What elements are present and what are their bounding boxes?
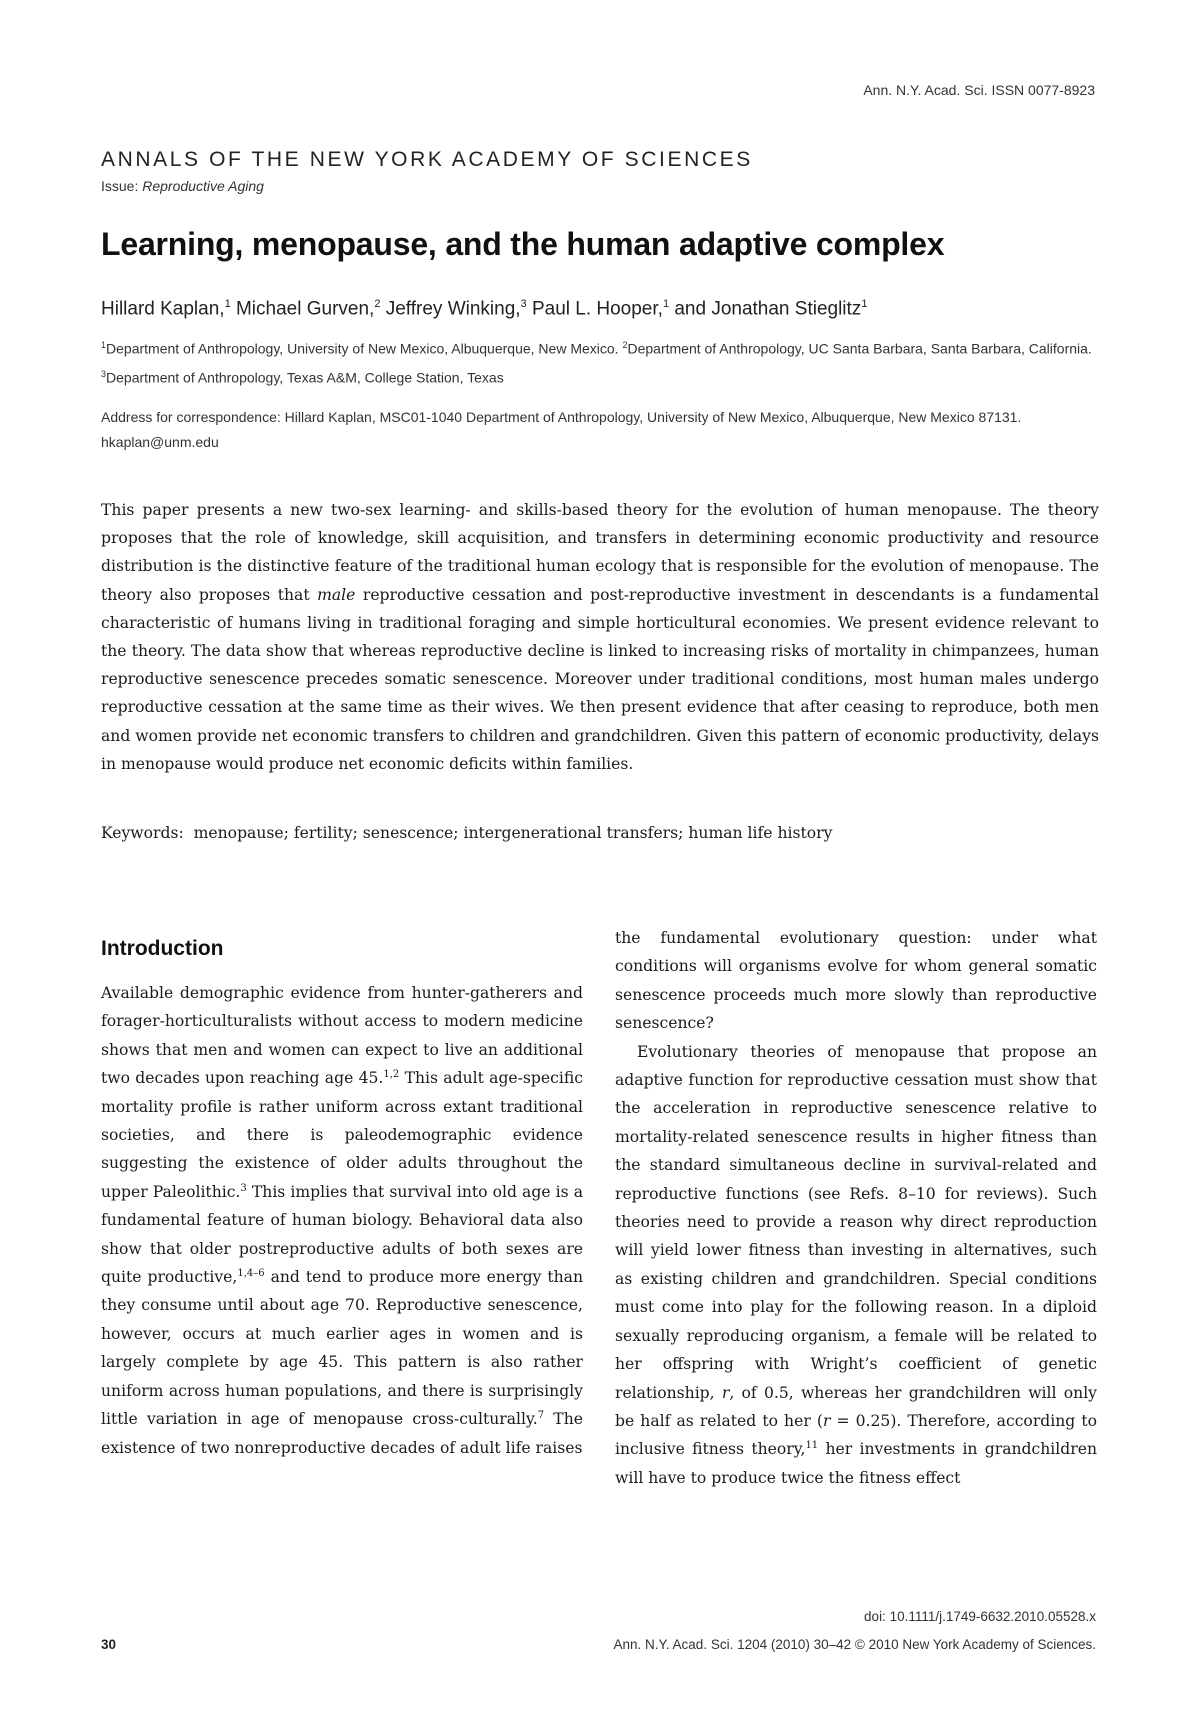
article-title: Learning, menopause, and the human adaptive complex	[101, 226, 945, 262]
abstract	[101, 496, 1099, 778]
author: Jeffrey Winking,	[385, 298, 521, 320]
issue-line	[101, 178, 264, 194]
text-run: her investments in grandchildren will have to produce twice the fitness effect	[615, 1440, 1097, 1487]
affiliation: Department of Anthropology, Texas A&M, College Station, Texas	[106, 369, 504, 386]
author-sup: 3	[520, 298, 527, 310]
keywords-text: menopause; fertility; senescence; intergenerational transfers; human life history	[193, 824, 833, 842]
author-sup: 1	[224, 298, 231, 310]
citation-sup: 3	[240, 1182, 247, 1194]
keywords	[101, 824, 1099, 842]
affil-sup: 1	[101, 340, 107, 350]
doi: doi: 10.1111/j.1749-6632.2010.05528.x	[864, 1609, 1096, 1624]
author-list	[101, 298, 867, 320]
abstract-text: reproductive cessation and post-reproductive investment in descendants is a fundamental characteristic of humans living in traditional foraging and simple horticultural economies. We present evidence relevant to the theory. The data show that whereas reproductive decline is linked to increasing risks of mortality in chimpanzees, human reproductive senescence precedes somatic senescence. Moreover under traditional conditions, most human males undergo reproductive cessation at the same time as their wives. We then present evidence that after ceasing to reproduce, both men and women provide net economic transfers to children and grandchildren. Given this pattern of economic productivity, delays in menopause would produce net economic deficits within families.	[101, 585, 1099, 773]
affiliations	[101, 333, 1101, 390]
affil-sup: 3	[101, 368, 107, 379]
paragraph	[615, 1038, 1097, 1493]
text-run: , of 0.5, whereas her grandchildren will only be half as related to her (	[615, 1383, 1097, 1430]
affiliation: Department of Anthropology, UC Santa Barbara, Santa Barbara, California.	[627, 340, 1092, 357]
body-column-right	[615, 924, 1097, 1492]
citation-sup: 11	[805, 1440, 819, 1452]
issn-line: Ann. N.Y. Acad. Sci. ISSN 0077-8923	[863, 82, 1095, 98]
text-run: and tend to produce more energy than they consume until about age 70. Reproductive senescence, however, occurs at much earlier ages in women and is largely complete by age 45. This pattern is also rather uniform across human populations, and there is surprisingly little variation in age of menopause cross-culturally.	[101, 1268, 584, 1429]
author-sup: 2	[374, 298, 381, 310]
issue-name: Reproductive Aging	[142, 178, 264, 194]
correspondence-address: Address for correspondence: Hillard Kaplan, MSC01-1040 Department of Anthropology, University of New Mexico, Albuquerque, New Mexico 87131. hkaplan@unm.edu	[101, 409, 1022, 450]
text-run: = 0.25). Therefore, according to inclusive fitness theory,	[615, 1411, 1097, 1459]
issue-label: Issue:	[101, 178, 139, 194]
citation-sup: 7	[537, 1409, 545, 1421]
text-run: This implies that survival into old age is a fundamental feature of human biology. Behavioral data also show that older postreproductive adults of both sexes are quite productive,	[101, 1182, 583, 1287]
text-run: Available demographic evidence from hunter-gatherers and forager-horticulturalists without access to modern medicine shows that men and women can expect to live an additional two decades upon reaching age 45.	[101, 984, 583, 1088]
text-run: The existence of two nonreproductive decades of adult life raises	[101, 1410, 583, 1457]
italic-symbol: r	[822, 1411, 831, 1430]
citation-sup: 1,4–6	[237, 1267, 265, 1279]
text-run: Evolutionary theories of menopause that propose an adaptive function for reproductive cessation must show that the acceleration in reproductive senescence relative to mortality-related senescence results in higher fitness than the standard simultaneous decline in survival-related and reproductive functions (see Refs. 8–10 for reviews). Such theories need to provide a reason why direct reproduction will yield lower fitness than investing in alternatives, such as existing children and grandchildren. Special conditions must come into play for the following reason. In a diploid sexually reproducing organism, a female will be related to her offspring with Wright’s coefficient of genetic relationship,	[615, 1042, 1097, 1402]
paragraph: the fundamental evolutionary question: under what conditions will organisms evolve for whom general somatic senescence proceeds much more slowly than reproductive senescence?	[615, 929, 1097, 1033]
journal-name: ANNALS OF THE NEW YORK ACADEMY OF SCIENCES	[101, 148, 753, 171]
text-run: This adult age-specific mortality profile is rather uniform across extant traditional societies, and there is paleodemographic evidence suggesting the existence of older adults throughout the upper Paleolithic.	[101, 1069, 583, 1201]
italic-symbol: r	[721, 1383, 730, 1402]
author: Michael Gurven,	[235, 298, 375, 320]
affiliation: Department of Anthropology, University of New Mexico, Albuquerque, New Mexico.	[106, 340, 619, 357]
author: and Jonathan Stieglitz	[674, 298, 862, 320]
author: Hillard Kaplan,	[101, 298, 225, 320]
journal-citation: Ann. N.Y. Acad. Sci. 1204 (2010) 30–42 © 2010 New York Academy of Sciences.	[613, 1637, 1096, 1652]
paragraph	[101, 979, 583, 1462]
citation-sup: 1,2	[383, 1069, 400, 1081]
body-column-left	[101, 979, 583, 1462]
abstract-text: This paper presents a new two-sex learning- and skills-based theory for the evolution of human menopause. The theory proposes that the role of knowledge, skill acquisition, and transfers in determining economic productivity and resource distribution is the distinctive feature of the traditional human ecology that is responsible for the evolution of menopause. The theory also proposes that	[101, 501, 1099, 604]
keywords-label: Keywords:	[101, 824, 184, 842]
abstract-italic: male	[317, 585, 356, 604]
page-number: 30	[101, 1637, 117, 1652]
author-sup: 1	[662, 298, 670, 310]
affil-sup: 2	[622, 340, 628, 350]
section-heading-introduction: Introduction	[101, 937, 224, 960]
author-sup: 1	[861, 298, 868, 310]
author: Paul L. Hooper,	[531, 298, 663, 320]
